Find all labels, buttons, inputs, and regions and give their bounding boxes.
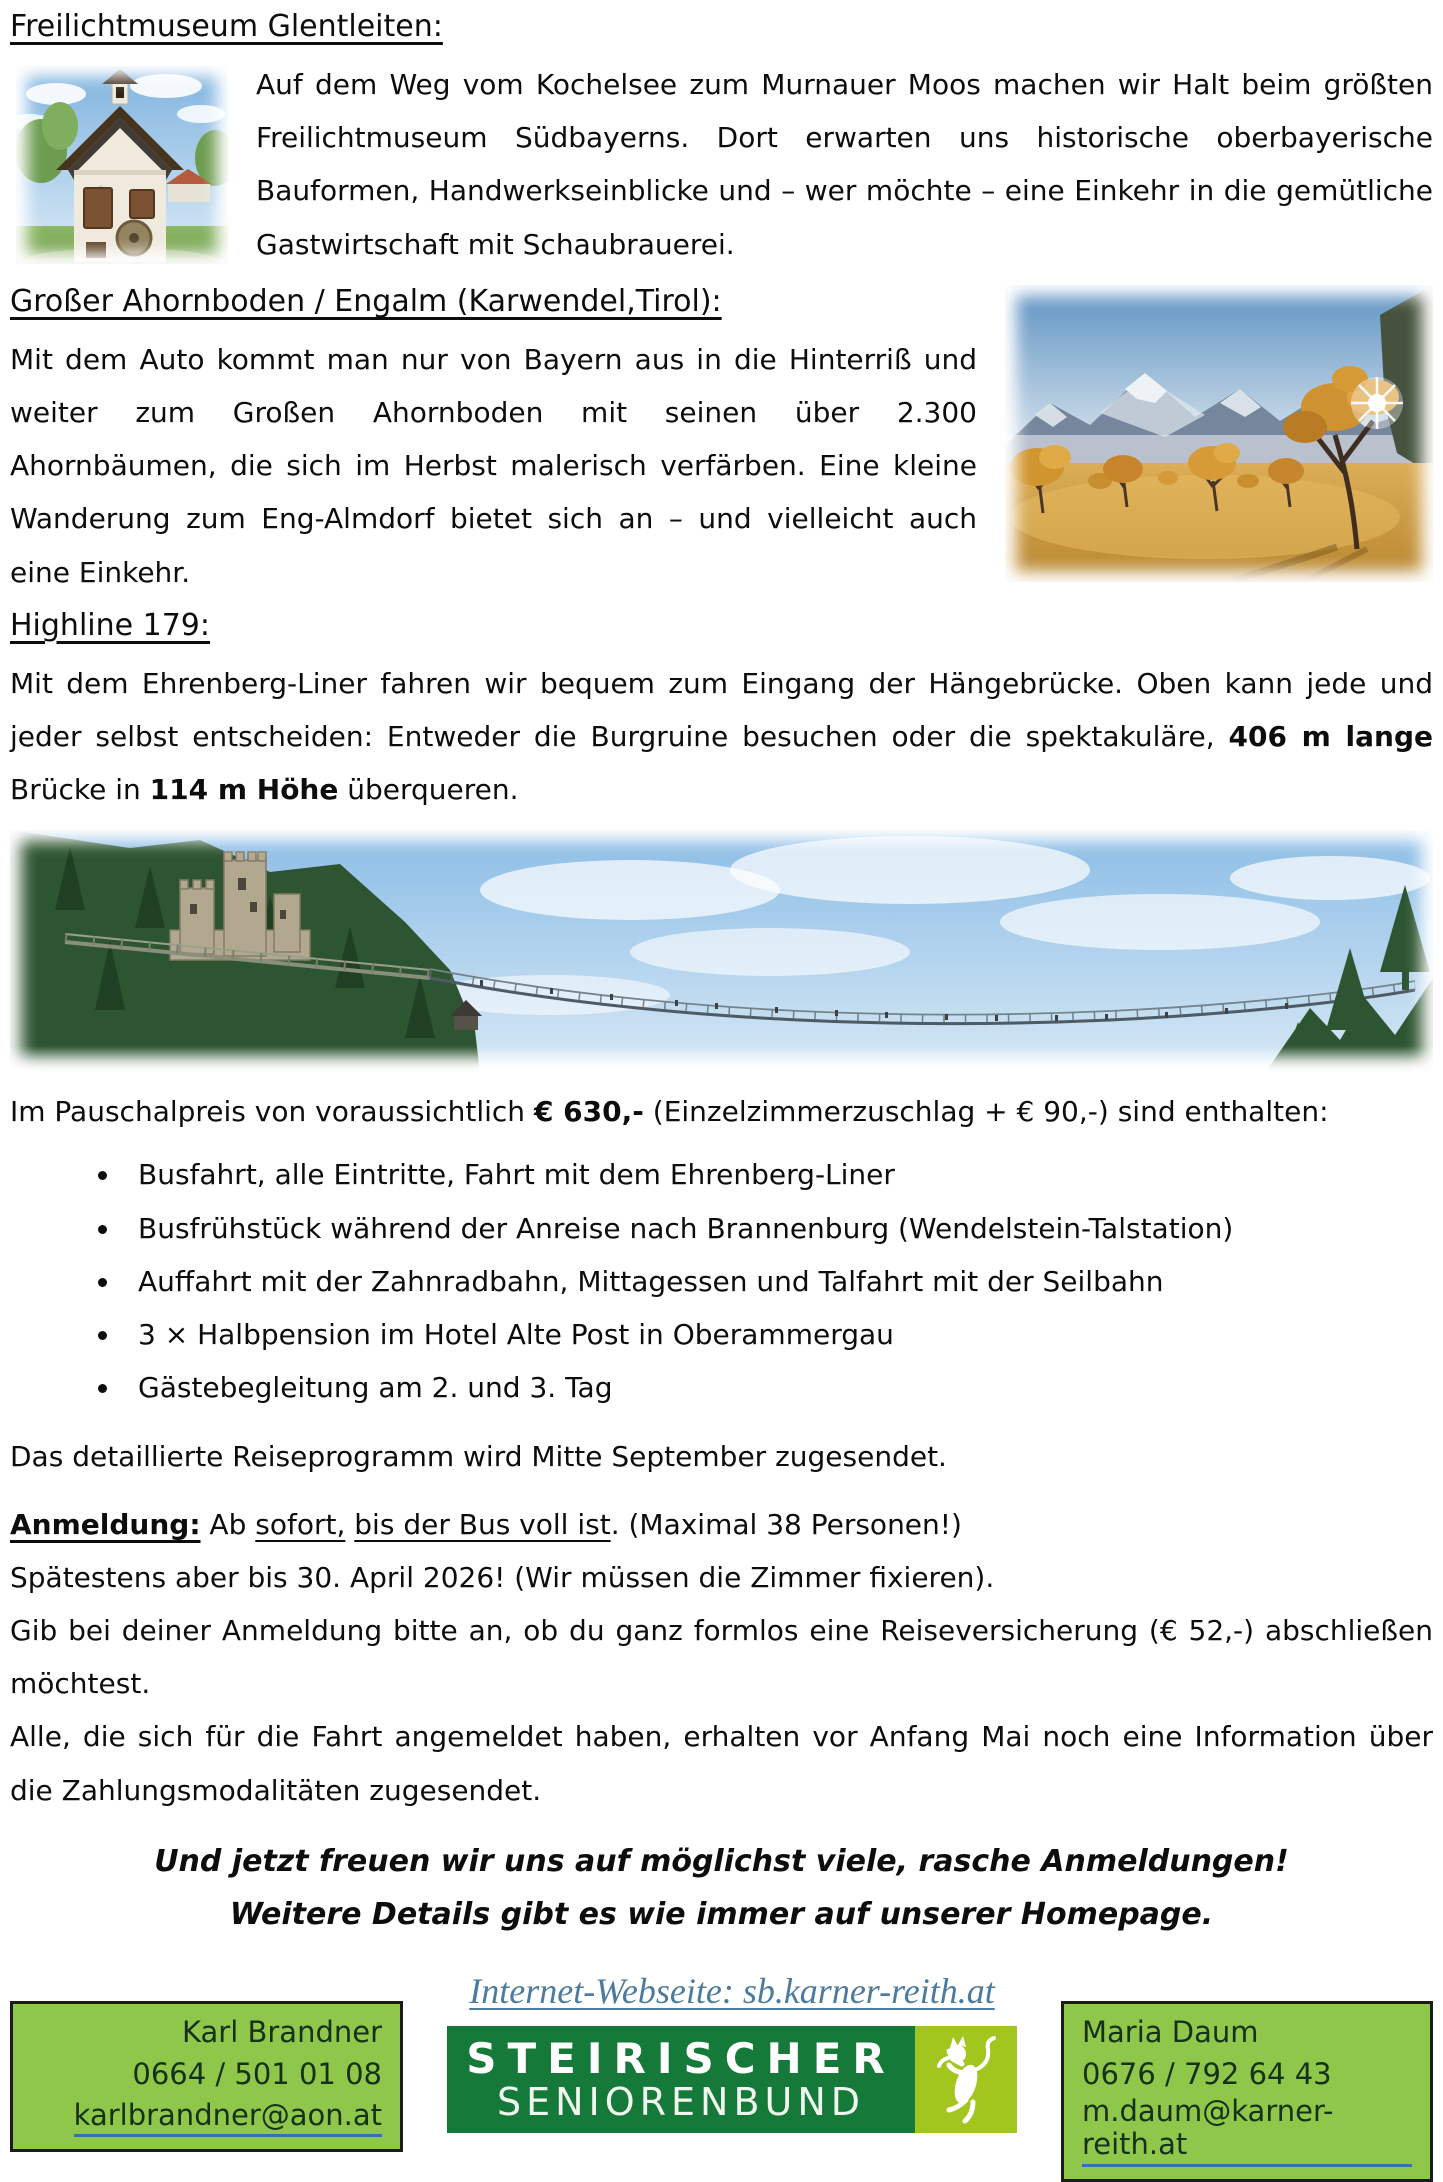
highline-bold-height: 114 m Höhe: [149, 773, 339, 807]
glentleiten-museum-photo: [16, 66, 228, 264]
section-heading-highline: Highline 179:: [10, 607, 210, 643]
footer-center: [432, 1967, 1032, 2133]
highline-bridge-illustration: [10, 830, 1433, 1073]
contact-name: Maria Daum: [1082, 2015, 1259, 2050]
registration-label: Anmeldung:: [10, 1507, 201, 1541]
ahornboden-text: Mit dem Auto kommt man nur von Bayern aus in die Hinterriß und weiter zum Großen Ahornboden mit seinen über 2.300 Ahornbäumen, die sich im Herbst malerisch verfärben. Eine kleine Wanderung zum Eng-Almdorf bietet sich an – und vielleicht auch eine Einkehr.: [10, 342, 977, 589]
contact-card-maria-daum: [1061, 2001, 1433, 2181]
list-item: • Busfrühstück während der Anreise nach Brannenburg (Wendelstein-Talstation): [122, 1202, 1433, 1255]
list-item: • Auffahrt mit der Zahnradbahn, Mittagessen und Talfahrt mit der Seilbahn: [122, 1255, 1433, 1308]
program-note: Das detaillierte Reiseprogramm wird Mitte September zugesendet.: [10, 1440, 947, 1474]
list-item: • 3 × Halbpension im Hotel Alte Post in Oberammergau: [122, 1308, 1433, 1361]
list-item: • Gästebegleitung am 2. und 3. Tag: [122, 1361, 1433, 1414]
highline-text-end: überqueren.: [338, 773, 519, 807]
price-amount: € 630,-: [533, 1095, 644, 1129]
highline-text-start: Mit dem Ehrenberg-Liner fahren wir bequem zum Eingang der Hängebrücke. Oben kann jede und jeder selbst entscheiden: Entweder die Burgruine besuchen oder die spektakuläre,: [10, 666, 1433, 753]
closing-lines: [10, 1835, 1433, 1942]
closing-line-2: Weitere Details gibt es wie immer auf unserer Homepage.: [229, 1897, 1214, 1933]
price-lead: Im Pauschalpreis von voraussichtlich: [10, 1095, 534, 1129]
contact-card-karl-brandner: [10, 2001, 403, 2152]
price-tail: (Einzelzimmerzuschlag + € 90,-) sind enthalten:: [643, 1095, 1329, 1129]
section-heading-ahornboden: Großer Ahornboden / Engalm (Karwendel,Tirol):: [10, 283, 722, 319]
styrian-panther-icon: [915, 2026, 1017, 2133]
glentleiten-museum-illustration: [16, 66, 228, 264]
seniorenbund-logo-text: [447, 2026, 915, 2133]
included-services-list: [10, 1148, 1433, 1414]
glentleiten-text: Auf dem Weg vom Kochelsee zum Murnauer Moos machen wir Halt beim größten Freilichtmuseum Südbayerns. Dort erwarten uns historische oberbayerische Bauformen, Handwerkseinblicke und – wer möchte – eine Einkehr in die gemütliche Gastwirtschaft mit Schaubrauerei.: [256, 68, 1433, 261]
registration-underline-2: bis der Bus voll ist: [354, 1507, 611, 1541]
highline-paragraph: [10, 657, 1433, 817]
highline-text-mid: Brücke in: [10, 773, 150, 807]
closing-line-1: Und jetzt freuen wir uns auf möglichst viele, rasche Anmeldungen!: [154, 1843, 1289, 1879]
registration-text-2: [345, 1508, 354, 1541]
website-link[interactable]: Internet-Webseite: sb.karner-reith.at: [469, 1971, 995, 2012]
ahornboden-photo: [1005, 285, 1433, 582]
registration-line: [10, 1498, 1433, 1551]
ahornboden-illustration: [1005, 285, 1433, 582]
contact-name: Karl Brandner: [182, 2015, 382, 2050]
insurance-paragraph: Gib bei deiner Anmeldung bitte an, ob du ganz formlos eine Reiseversicherung (€ 52,-) abschließen möchtest.: [10, 1613, 1433, 1701]
highline-bridge-photo: [10, 830, 1433, 1073]
registration-text-3: . (Maximal 38 Personen!): [610, 1507, 962, 1541]
deadline-line: Spätestens aber bis 30. April 2026! (Wir müssen die Zimmer fixieren).: [10, 1560, 995, 1594]
price-paragraph: [10, 1085, 1433, 1138]
highline-bold-length: 406 m lange: [1228, 719, 1434, 753]
logo-line-2: SENIORENBUND: [496, 2080, 866, 2125]
ahornboden-section: [10, 281, 1433, 599]
contact-phone: 0676 / 792 64 43: [1082, 2056, 1332, 2091]
footer: [10, 1967, 1433, 2181]
glentleiten-paragraph: [10, 58, 1433, 271]
contact-phone: 0664 / 501 01 08: [132, 2056, 382, 2091]
seniorenbund-logo: [447, 2026, 1017, 2133]
contact-email-link[interactable]: karlbrandner@aon.at: [74, 2099, 382, 2137]
panther-glyph: [936, 2032, 996, 2128]
section-heading-glentleiten: Freilichtmuseum Glentleiten:: [10, 9, 443, 44]
registration-text-1: Ab: [200, 1507, 256, 1541]
logo-line-1: STEIRISCHER: [466, 2033, 896, 2083]
registration-underline-1: sofort,: [255, 1507, 346, 1541]
contact-email-link[interactable]: m.daum@karner-reith.at: [1082, 2095, 1412, 2167]
list-item: • Busfahrt, alle Eintritte, Fahrt mit dem Ehrenberg-Liner: [122, 1148, 1433, 1201]
payment-info-paragraph: Alle, die sich für die Fahrt angemeldet haben, erhalten vor Anfang Mai noch eine Information über die Zahlungsmodalitäten zugesendet.: [10, 1720, 1433, 1807]
